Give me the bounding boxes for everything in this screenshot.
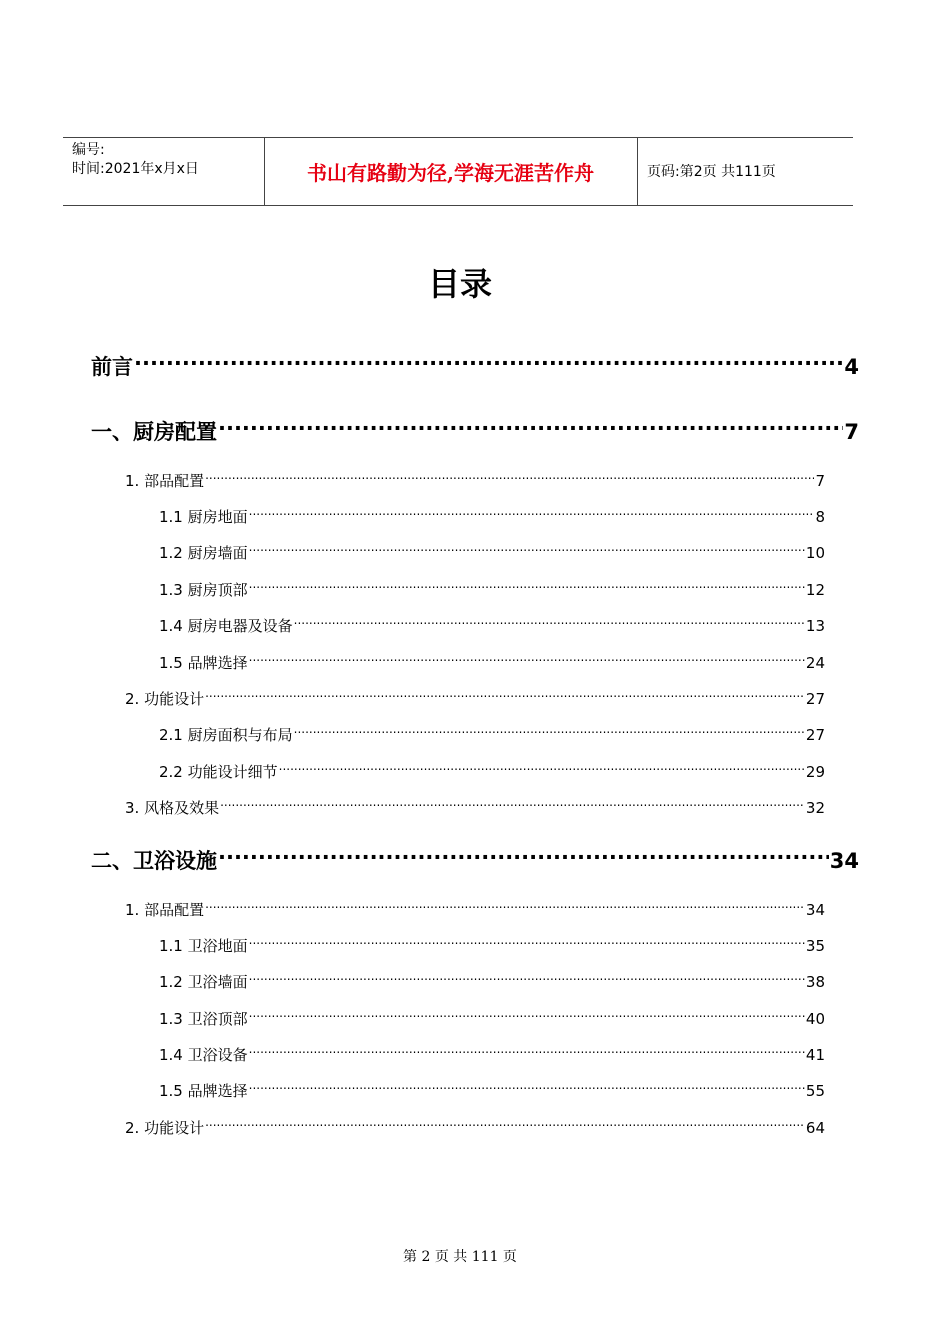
toc-entry[interactable]	[159, 646, 825, 672]
toc-entry[interactable]	[159, 536, 825, 562]
toc-entry[interactable]	[125, 464, 825, 490]
page-footer: 第 2 页 共 111 页	[403, 1249, 517, 1265]
toc-entry-page: 35	[805, 937, 825, 955]
toc-entry-label: 1.5 品牌选择	[159, 654, 248, 672]
toc-dot-leader	[249, 573, 805, 595]
toc-dot-leader	[294, 718, 805, 740]
toc-entry[interactable]	[159, 1074, 825, 1100]
toc-title: 目录	[427, 265, 492, 303]
toc-entry-page: 7	[815, 472, 825, 490]
toc-entry-page: 12	[805, 581, 825, 599]
header-right-cell	[638, 138, 853, 205]
toc-entry-label: 1. 部品配置	[125, 472, 205, 490]
toc-entry[interactable]	[159, 1038, 825, 1064]
toc-dot-leader	[249, 929, 805, 951]
toc-entry-page: 55	[805, 1082, 825, 1100]
toc-dot-leader	[249, 1074, 805, 1096]
header-left-cell	[63, 138, 265, 205]
toc-entry-label: 前言	[91, 355, 133, 379]
toc-entry-label: 2.1 厨房面积与布局	[159, 726, 293, 744]
toc-entry[interactable]	[159, 573, 825, 599]
toc-entry-label: 一、厨房配置	[91, 420, 217, 444]
toc-entry-label: 1.5 品牌选择	[159, 1082, 248, 1100]
toc-entry-page: 38	[805, 973, 825, 991]
toc-dot-leader	[134, 342, 843, 374]
toc-entry[interactable]	[159, 1002, 825, 1028]
toc-entry-page: 27	[805, 726, 825, 744]
toc-entry-page: 13	[805, 617, 825, 635]
toc-dot-leader	[249, 1002, 805, 1024]
toc-entry-label: 2.2 功能设计细节	[159, 763, 278, 781]
toc-entry-page: 7	[844, 420, 859, 444]
toc-dot-leader	[249, 500, 815, 522]
toc-entry[interactable]	[159, 500, 825, 526]
toc-entry[interactable]	[91, 407, 859, 444]
header-page-info: 页码:第2页 共111页	[647, 164, 776, 180]
toc-dot-leader	[249, 536, 805, 558]
toc-dot-leader	[294, 609, 805, 631]
toc-entry-label: 3. 风格及效果	[125, 799, 220, 817]
toc-dot-leader	[205, 893, 805, 915]
toc-entry-page: 64	[805, 1119, 825, 1137]
toc-entry-page: 8	[815, 508, 825, 526]
toc-entry[interactable]	[91, 342, 859, 379]
header-motto: 书山有路勤为径,学海无涯苦作舟	[307, 161, 594, 185]
toc-dot-leader	[249, 965, 805, 987]
toc-entry-label: 2. 功能设计	[125, 1119, 205, 1137]
toc-dot-leader	[205, 1111, 805, 1133]
document-time-label: 时间:2021年x月x日	[72, 161, 199, 177]
toc-entry[interactable]	[125, 791, 825, 817]
toc-entry-page: 34	[805, 901, 825, 919]
toc-entry[interactable]	[159, 965, 825, 991]
toc-dot-leader	[218, 407, 843, 439]
toc-entry[interactable]	[159, 609, 825, 635]
toc-entry-label: 1. 部品配置	[125, 901, 205, 919]
toc-entry-page: 40	[805, 1010, 825, 1028]
toc-dot-leader	[205, 464, 814, 486]
toc-entry-label: 1.4 卫浴设备	[159, 1046, 248, 1064]
document-header	[63, 137, 853, 206]
document-number-label: 编号:	[72, 142, 105, 158]
toc-entry-page: 10	[805, 544, 825, 562]
toc-entry-page: 41	[805, 1046, 825, 1064]
toc-entry[interactable]	[159, 755, 825, 781]
toc-dot-leader	[205, 682, 805, 704]
toc-entry-label: 2. 功能设计	[125, 690, 205, 708]
toc-entry-label: 1.1 厨房地面	[159, 508, 248, 526]
toc-entry[interactable]	[91, 836, 859, 873]
toc-entry-page: 32	[805, 799, 825, 817]
toc-dot-leader	[218, 836, 829, 868]
toc-entry-label: 1.4 厨房电器及设备	[159, 617, 293, 635]
toc-entry-label: 1.3 厨房顶部	[159, 581, 248, 599]
header-middle-cell	[264, 138, 638, 205]
toc-entry[interactable]	[159, 929, 825, 955]
toc-dot-leader	[249, 646, 805, 668]
toc-entry[interactable]	[159, 718, 825, 744]
toc-entry[interactable]	[125, 682, 825, 708]
toc-entry-page: 24	[805, 654, 825, 672]
toc-entry-label: 1.1 卫浴地面	[159, 937, 248, 955]
toc-entry-label: 1.3 卫浴顶部	[159, 1010, 248, 1028]
toc-entry-label: 二、卫浴设施	[91, 849, 217, 873]
toc-dot-leader	[279, 755, 805, 777]
toc-entry[interactable]	[125, 893, 825, 919]
toc-entry-page: 4	[844, 355, 859, 379]
toc-dot-leader	[220, 791, 805, 813]
toc-entry-label: 1.2 卫浴墙面	[159, 973, 248, 991]
toc-entry-page: 29	[805, 763, 825, 781]
toc-entry-label: 1.2 厨房墙面	[159, 544, 248, 562]
toc-entry[interactable]	[125, 1111, 825, 1137]
toc-entry-page: 27	[805, 690, 825, 708]
toc-entry-page: 34	[829, 849, 859, 873]
toc-dot-leader	[249, 1038, 805, 1060]
